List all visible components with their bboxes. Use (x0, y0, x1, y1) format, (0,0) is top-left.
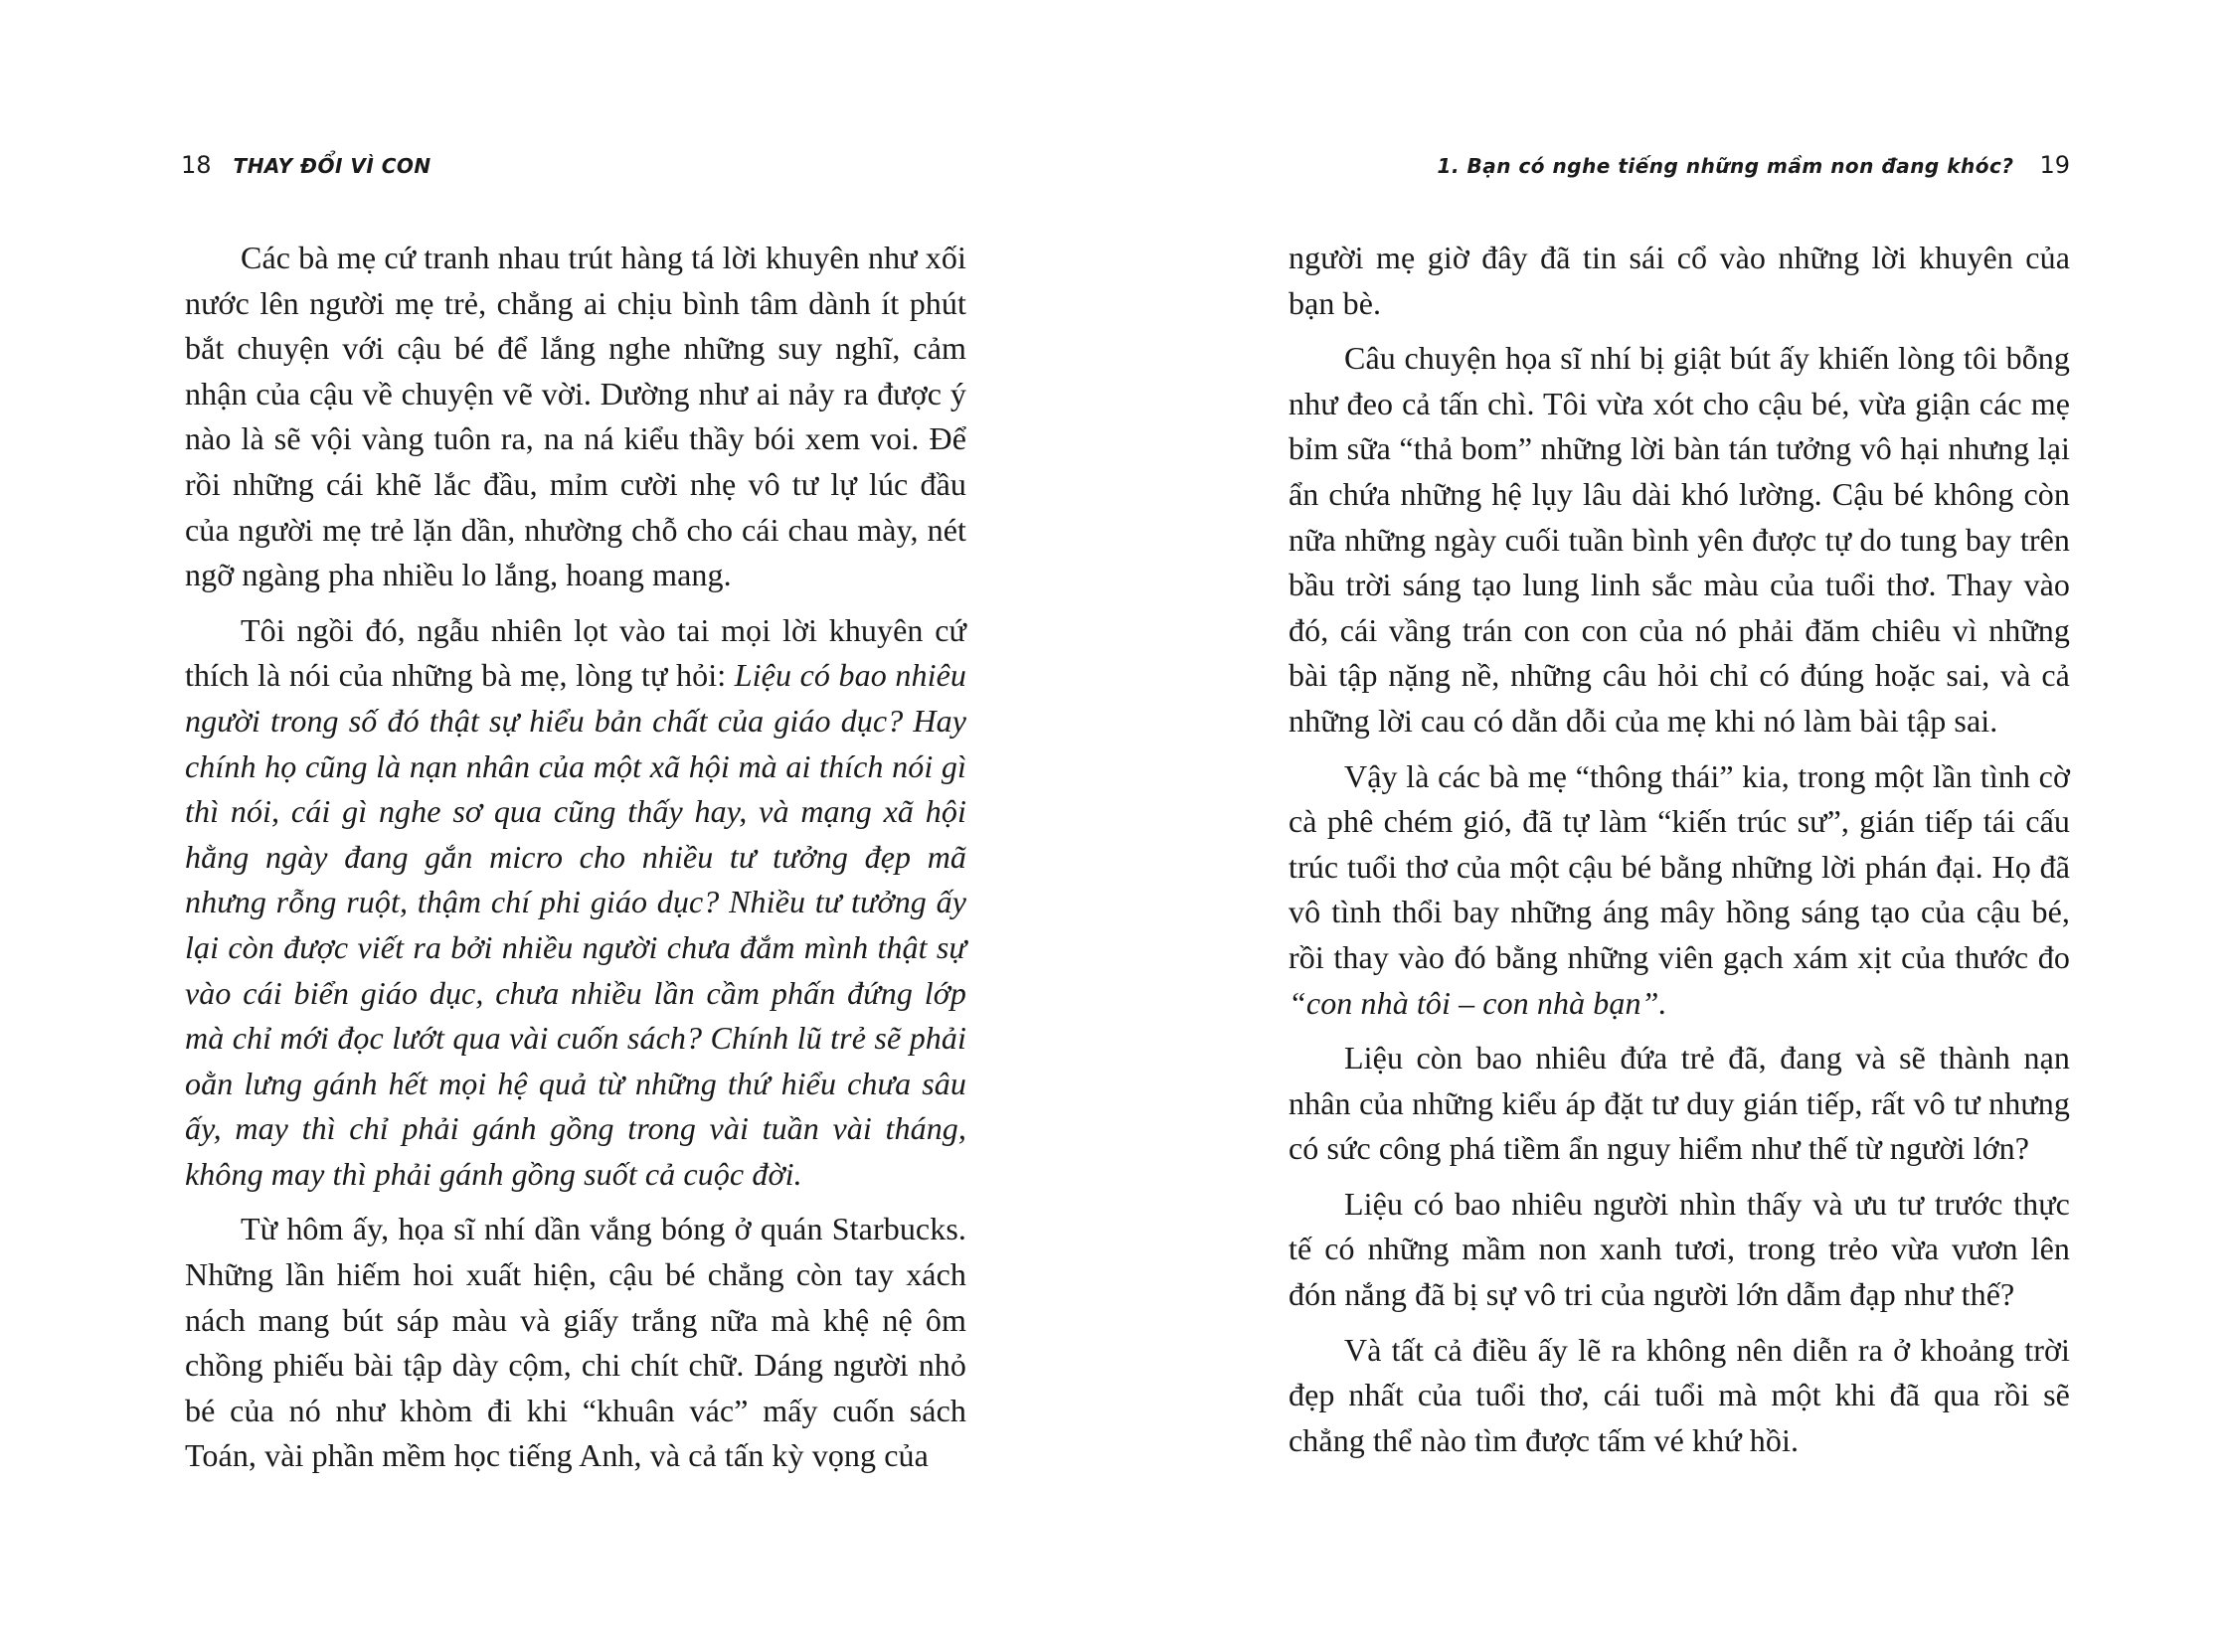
right-page-number: 19 (2039, 151, 2070, 179)
right-paragraph-3-lead: Vậy là các bà mẹ “thông thái” kia, trong một lần tình cờ cà phê chém gió, đã tự làm “kiến trúc sư”, gián tiếp tái cấu trúc tuổi thơ của một cậu bé bằng những lời phán đại. Họ đã vô tình thổi bay những áng mây hồng sáng tạo của cậu bé, rồi thay vào đó bằng những viên gạch xám xịt của thước đo (1289, 757, 2070, 975)
right-paragraph-2: Câu chuyện họa sĩ nhí bị giật bút ấy khiến lòng tôi bỗng như đeo cả tấn chì. Tôi vừa xót cho cậu bé, vừa giận các mẹ bỉm sữa “thả bom” những lời bàn tán tưởng vô hại nhưng lại ẩn chứa những hệ lụy lâu dài khó lường. Cậu bé không còn nữa những ngày cuối tuần bình yên được tự do tung bay trên bầu trời sáng tạo lung linh sắc màu của tuổi thơ. Thay vào đó, cái vầng trán con con của nó phải đăm chiêu vì những bài tập nặng nề, những câu hỏi chỉ có đúng hoặc sai, và cả những lời cau có dằn dỗi của mẹ khi nó làm bài tập sai. (1289, 340, 2070, 739)
left-page-number: 18 (181, 151, 212, 179)
left-body-text (185, 236, 966, 1479)
left-paragraph-3: Từ hôm ấy, họa sĩ nhí dần vắng bóng ở quán Starbucks. Những lần hiếm hoi xuất hiện, cậu bé chẳng còn tay xách nách mang bút sáp màu và giấy trắng nữa mà khệ nệ ôm chồng phiếu bài tập dày cộm, chi chít chữ. Dáng người nhỏ bé của nó như khòm đi khi “khuân vác” mấy cuốn sách Toán, vài phần mềm học tiếng Anh, và cả tấn kỳ vọng của (185, 1211, 966, 1474)
left-paragraph-1: Các bà mẹ cứ tranh nhau trút hàng tá lời khuyên như xối nước lên người mẹ trẻ, chẳng ai chịu bình tâm dành ít phút bắt chuyện với cậu bé để lắng nghe những suy nghĩ, cảm nhận của cậu về chuyện vẽ vời. Dường như ai nảy ra được ý nào là sẽ vội vàng tuôn ra, na ná kiểu thầy bói xem voi. Để rồi những cái khẽ lắc đầu, mỉm cười nhẹ vô tư lự lúc đầu của người mẹ trẻ lặn dần, nhường chỗ cho cái chau mày, nét ngỡ ngàng pha nhiều lo lắng, hoang mang. (185, 240, 966, 593)
book-title-header: THAY ĐỔI VÌ CON (233, 154, 431, 178)
right-running-head (1438, 147, 2070, 185)
right-paragraph-6: Và tất cả điều ấy lẽ ra không nên diễn ra ở khoảng trời đẹp nhất của tuổi thơ, cái tuổi mà một khi đã qua rồi sẽ chẳng thể nào tìm được tấm vé khứ hồi. (1289, 1331, 2070, 1458)
right-paragraph-3-italic: “con nhà tôi – con nhà bạn”. (1289, 984, 1667, 1021)
left-paragraph-2-italic: Liệu có bao nhiêu người trong số đó thật sự hiểu bản chất của giáo dục? Hay chính họ cũng là nạn nhân của một xã hội mà ai thích nói gì thì nói, cái gì nghe sơ qua cũng thấy hay, và mạng xã hội hằng ngày đang gắn micro cho nhiều tư tưởng đẹp mã nhưng rỗng ruột, thậm chí phi giáo dục? Nhiều tư tưởng ấy lại còn được viết ra bởi nhiều người chưa đắm mình thật sự vào cái biển giáo dục, chưa nhiều lần cầm phấn đứng lớp mà chỉ mới đọc lướt qua vài cuốn sách? Chính lũ trẻ sẽ phải oằn lưng gánh hết mọi hệ quả từ những thứ hiểu chưa sâu ấy, may thì chỉ phải gánh gồng trong vài tuần vài tháng, không may thì phải gánh gồng suốt cả cuộc đời. (185, 657, 966, 1192)
right-paragraph-1: người mẹ giờ đây đã tin sái cổ vào những lời khuyên của bạn bè. (1289, 240, 2070, 321)
right-body-text (1289, 236, 2070, 1463)
right-page (1120, 0, 2239, 1652)
left-paragraph-2 (185, 608, 966, 1198)
left-running-head (181, 147, 431, 185)
right-paragraph-3 (1289, 754, 2070, 1027)
left-paragraph-2-lead: Tôi ngồi đó, ngẫu nhiên lọt vào tai mọi lời khuyên cứ thích là nói của những bà mẹ, lòng tự hỏi: (185, 611, 966, 694)
right-paragraph-4: Liệu còn bao nhiêu đứa trẻ đã, đang và sẽ thành nạn nhân của những kiểu áp đặt tư duy gián tiếp, rất vô tư nhưng có sức công phá tiềm ẩn nguy hiểm như thế từ người lớn? (1289, 1040, 2070, 1167)
right-paragraph-5: Liệu có bao nhiêu người nhìn thấy và ưu tư trước thực tế có những mầm non xanh tươi, trong trẻo vừa vươn lên đón nắng đã bị sự vô tri của người lớn dẫm đạp như thế? (1289, 1185, 2070, 1313)
chapter-title-header: 1. Bạn có nghe tiếng những mầm non đang khóc? (1437, 154, 2014, 178)
